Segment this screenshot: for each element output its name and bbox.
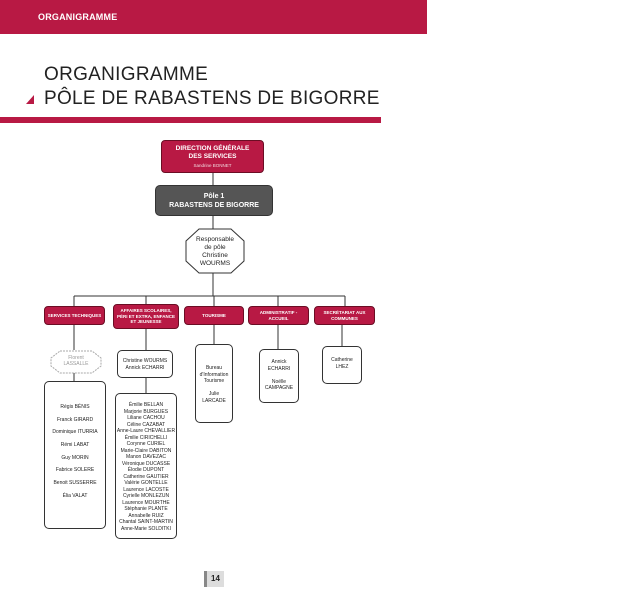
list-item: Bureau	[205, 365, 223, 371]
pole-box	[155, 185, 273, 216]
list-item: Annick	[271, 359, 287, 365]
list-item: Cyrielle MONLEZUN	[122, 493, 170, 499]
list-item: Céline CAZABAT	[126, 421, 166, 428]
page-title: ORGANIGRAMME	[44, 64, 209, 85]
list-item: Anne-Laure CHEVALLIER	[116, 428, 176, 434]
section-label: ORGANIGRAMME	[38, 12, 118, 22]
list-item: Christine WOURMS	[122, 358, 168, 364]
list-item: Noëlle	[271, 378, 287, 385]
dept-tourisme: TOURISME	[184, 306, 244, 325]
responsable-line4: WOURMS	[199, 260, 231, 267]
list-item: Guy MORIN	[61, 454, 89, 461]
list-item: ECHARRI	[267, 365, 291, 372]
dept-administratif-accueil: ADMINISTRATIF - ACCUEIL	[248, 306, 309, 325]
pole-line2: RABASTENS DE BIGORRE	[169, 202, 259, 209]
secretariat-box	[322, 346, 362, 384]
florent-line2: LASSALLE	[63, 361, 89, 367]
list-item: Stéphanie PLANTE	[124, 506, 168, 512]
list-item: Véronique DUCASSE	[121, 460, 171, 467]
list-item: Annabelle RUIZ	[128, 512, 164, 519]
responsable-line2: de pôle	[204, 244, 226, 251]
list-item: Catherine GAUTIER	[123, 473, 169, 480]
affaires-scolaires-staff-box	[115, 393, 177, 539]
list-item: Élia VALAT	[62, 492, 88, 499]
list-item: Émilie CIRICHELLI	[124, 434, 168, 441]
dept-services-techniques: SERVICES TECHNIQUES	[44, 306, 105, 325]
list-item: Valérie GONTELLE	[124, 480, 168, 486]
tourisme-box	[195, 344, 233, 423]
direction-person: Sandrine BONNET	[193, 163, 232, 168]
list-item: Régis BÉNIS	[60, 404, 90, 410]
direction-generale-box	[161, 140, 264, 173]
administratif-box	[259, 349, 299, 403]
direction-label-line1: DIRECTION GÉNÉRALE	[175, 145, 250, 152]
list-item: Rémi LABAT	[60, 442, 90, 449]
list-item: Marie-Claire DABITON	[120, 447, 172, 454]
list-item: Laurence MOURTHE	[122, 499, 170, 506]
page-number: 14	[204, 571, 224, 587]
affaires-scolaires-leads-box	[117, 350, 173, 378]
list-item: Benoit SUSSERRE	[53, 480, 97, 487]
florent-line1: Florent	[68, 355, 84, 361]
pole-line1: Pôle 1	[203, 193, 225, 200]
list-item: Franck GIRARD	[56, 416, 94, 423]
list-item: Fabrice SOLERE	[55, 467, 95, 474]
list-item: Émilie BELLAN	[128, 402, 164, 408]
list-item: Chantal SAINT-MARTIN	[119, 519, 173, 525]
list-item: Annick ECHARRI	[125, 364, 165, 371]
list-item: d'Information	[199, 371, 229, 378]
responsable-line1: Responsable	[196, 236, 234, 243]
list-item: Dominique ITURRIA	[52, 429, 98, 436]
list-item: LARCADE	[202, 397, 226, 404]
dept-secretariat-communes: SECRÉTARIAT AUX COMMUNES	[314, 306, 375, 325]
dept-affaires-scolaires: AFFAIRES SCOLAIRES, PÉRI ET EXTRA, ENFANCE ET JEUNESSE	[113, 304, 179, 329]
list-item: Anne-Marie SOLDITKI	[120, 525, 172, 532]
direction-label-line2: DES SERVICES	[188, 153, 237, 160]
responsable-text	[190, 236, 240, 268]
list-item: Liliane CACHOU	[127, 415, 165, 421]
list-item: Manon DAVEZAC	[126, 454, 166, 460]
list-item: Tourisme	[203, 378, 225, 384]
list-item: Catherine	[331, 357, 353, 363]
services-techniques-staff-box	[44, 381, 106, 529]
list-item: Julie	[208, 391, 220, 397]
list-item: CAMPAGNE	[264, 385, 294, 391]
list-item: Élodie DUPONT	[127, 467, 165, 473]
list-item: LHEZ	[335, 363, 349, 370]
list-item: Marjorie BURGUES	[123, 408, 169, 415]
page-subtitle: PÔLE DE RABASTENS DE BIGORRE	[44, 88, 380, 109]
responsable-line3: Christine	[202, 252, 228, 259]
florent-text	[55, 355, 97, 367]
list-item: Corynne CURIEL	[126, 441, 166, 447]
list-item: Laurence LACOSTE	[123, 486, 169, 493]
